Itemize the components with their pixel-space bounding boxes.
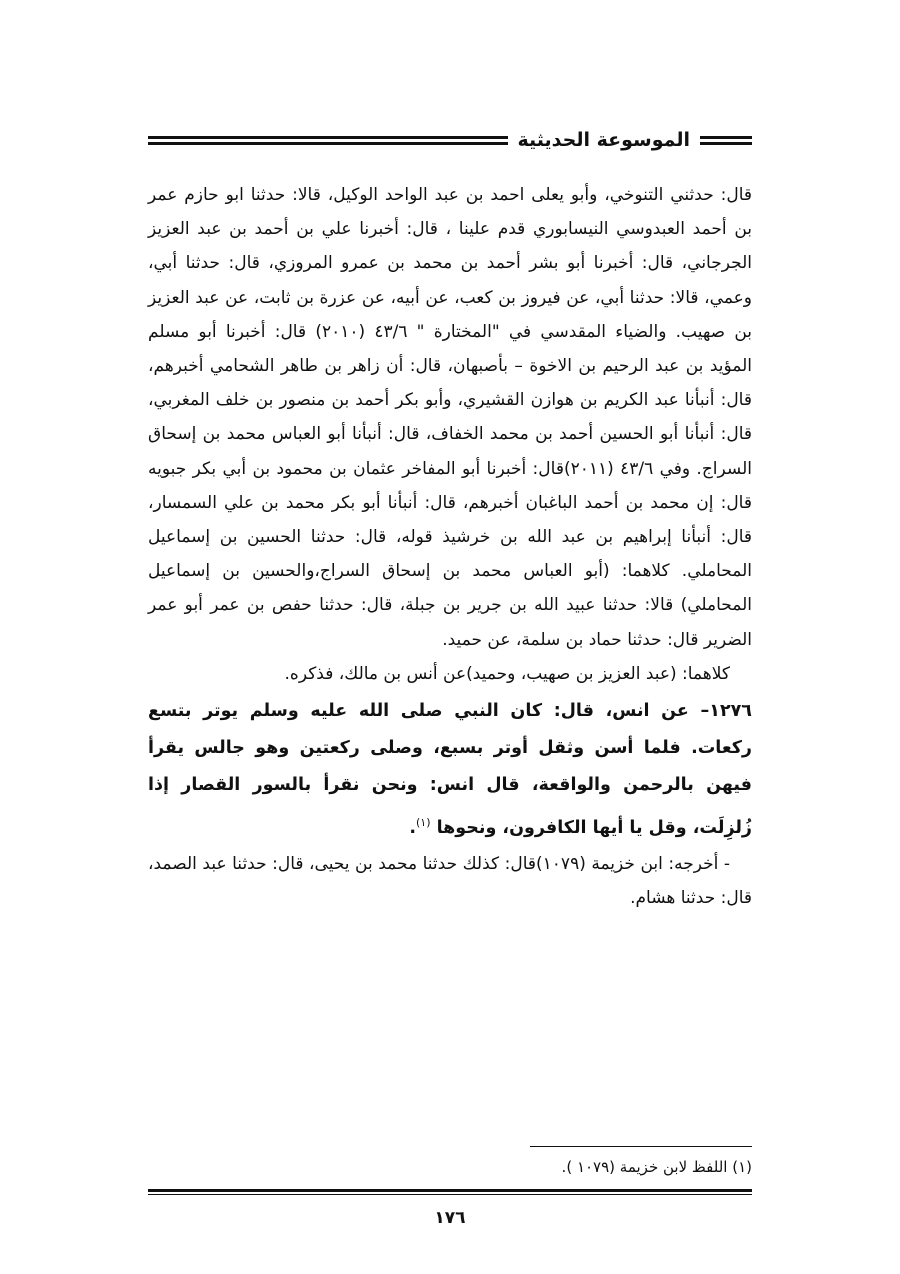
page-number: ١٧٦ xyxy=(434,1208,466,1228)
hadith-text: ١٢٧٦– عن انس، قال: كان النبي صلى الله عليه وسلم يوتر بتسع ركعات. فلما أسن وثقل أوتر بسبع، وصلى ركعتين وهو جالس يقرأ فيهن بالرحمن والواقعة، قال انس: ونحن نقرأ بالسور القصار إذا زُلزِلَت، وقل يا أيها الكافرون، ونحوها xyxy=(148,701,752,838)
footnote: (١) اللفظ لابن خزيمة (١٠٧٩ ). xyxy=(561,1158,752,1176)
header-title: الموسوعة الحديثية xyxy=(508,126,701,154)
summary-paragraph: كلاهما: (عبد العزيز بن صهيب، وحميد)عن أنس بن مالك، فذكره. xyxy=(284,663,730,684)
footnote-reference: (١) xyxy=(415,816,431,830)
bottom-rule xyxy=(148,1189,752,1195)
page-body xyxy=(148,178,752,915)
page-header xyxy=(148,126,752,156)
footnote-separator xyxy=(530,1146,752,1147)
hadith-end: . xyxy=(409,817,416,838)
hadith-paragraph xyxy=(148,693,752,847)
takhrij-paragraph: - أخرجه: ابن خزيمة (١٠٧٩)قال: كذلك حدثنا محمد بن يحيى، قال: حدثنا عبد الصمد، قال: حدثنا هشام. xyxy=(148,853,752,909)
isnad-paragraph: قال: حدثني التنوخي، وأبو يعلى احمد بن عبد الواحد الوكيل، قالا: حدثنا ابو حازم عمر بن أحمد العبدوسي النيسابوري قدم علينا ، قال: أخبرنا علي بن أحمد بن عبد العزيز الجرجاني، قال: أخبرنا أبو بشر أحمد بن محمد بن عمرو المروزي، قال: حدثنا أبي، وعمي، قالا: حدثنا أبي، عن فيروز بن كعب، عن أبيه، عن عزرة بن ثابت، عن عبد العزيز بن صهيب. والضياء المقدسي في "المختارة " ٤٣/٦ (٢٠١٠) قال: أخبرنا أبو مسلم المؤيد بن عبد الرحيم بن الاخوة – بأصبهان، قال: أن زاهر بن طاهر الشحامي أخبرهم، قال: أنبأنا عبد الكريم بن هوازن القشيري، وأبو بكر أحمد بن منصور بن خلف المغربي، قال: أنبأنا أبو الحسين أحمد بن محمد الخفاف، قال: أنبأنا أبو العباس محمد بن إسحاق السراج. وفي ٤٣/٦ (٢٠١١)قال: أخبرنا أبو المفاخر عثمان بن محمود بن أبي بكر جبويه قال: إن محمد بن أحمد الباغبان أخبرهم، قال: أنبأنا أبو بكر محمد بن علي السمسار، قال: أنبأنا إبراهيم بن عبد الله بن خرشيذ قوله، قال: حدثنا الحسين بن إسماعيل المحاملي. كلاهما: (أبو العباس محمد بن إسحاق السراج،والحسين بن إسماعيل المحاملي) قالا: حدثنا عبيد الله بن جرير بن جبلة، قال: حدثنا حفص بن عمر أبو عمر الضرير قال: حدثنا حماد بن سلمة، عن حميد. xyxy=(148,185,752,650)
